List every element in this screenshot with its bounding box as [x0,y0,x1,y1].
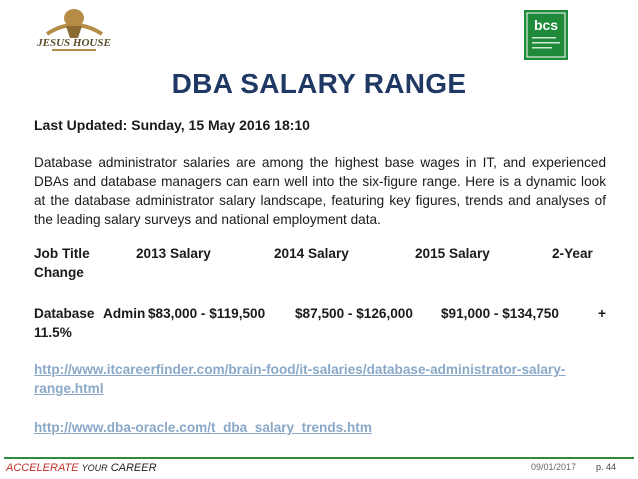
svg-text:bcs: bcs [533,17,559,33]
footer-career: CAREER [110,462,157,474]
page-title: DBA SALARY RANGE [171,68,467,99]
intro-paragraph: Database administrator salaries are among the highest base wages in IT, and experienced DBAs and database managers can earn well into the six-figure range. Here is a dynamic look at the database administrator salary landscape, featuring key figures, trends and analyses of the leading salary surveys and national employment data. [34,155,606,227]
header-2014-salary: 2014 Salary [274,246,349,261]
cell-change-value: 11.5% [34,325,72,340]
footer-your: YOUR [81,463,108,473]
footer-accelerate: ACCELERATE [6,462,79,474]
cell-job-title-word2: Admin [103,306,146,321]
footer-date: 09/01/2017 [531,462,577,472]
jesus-house-logo [22,4,127,54]
cell-2014-salary: $87,500 - $126,000 [295,306,413,321]
cell-change-sign: + [598,306,606,321]
header-job-title: Job Title [34,246,90,261]
dba-oracle-link[interactable]: http://www.dba-oracle.com/t_dba_salary_trends.htm [34,420,372,435]
cell-job-title-word1: Database [34,306,95,321]
footer-tagline [6,462,157,474]
cell-2015-salary: $91,000 - $134,750 [441,306,559,321]
header-change: Change [34,265,84,280]
header-2-year: 2-Year [552,246,593,261]
header-2015-salary: 2015 Salary [415,246,490,261]
cell-2013-salary: $83,000 - $119,500 [148,306,266,321]
itcareerfinder-link[interactable]: http://www.itcareerfinder.com/brain-food/it-salaries/database-administrator-salary-range.html [34,362,566,396]
last-updated: Last Updated: Sunday, 15 May 2016 18:10 [34,117,310,133]
page-number: p. 44 [596,462,617,472]
footer-divider [4,457,634,459]
table-row [34,304,606,344]
table-header-row [34,244,606,284]
header-2013-salary: 2013 Salary [136,246,211,261]
svg-text:JESUS HOUSE: JESUS HOUSE [37,37,111,49]
bcs-logo [524,10,568,60]
